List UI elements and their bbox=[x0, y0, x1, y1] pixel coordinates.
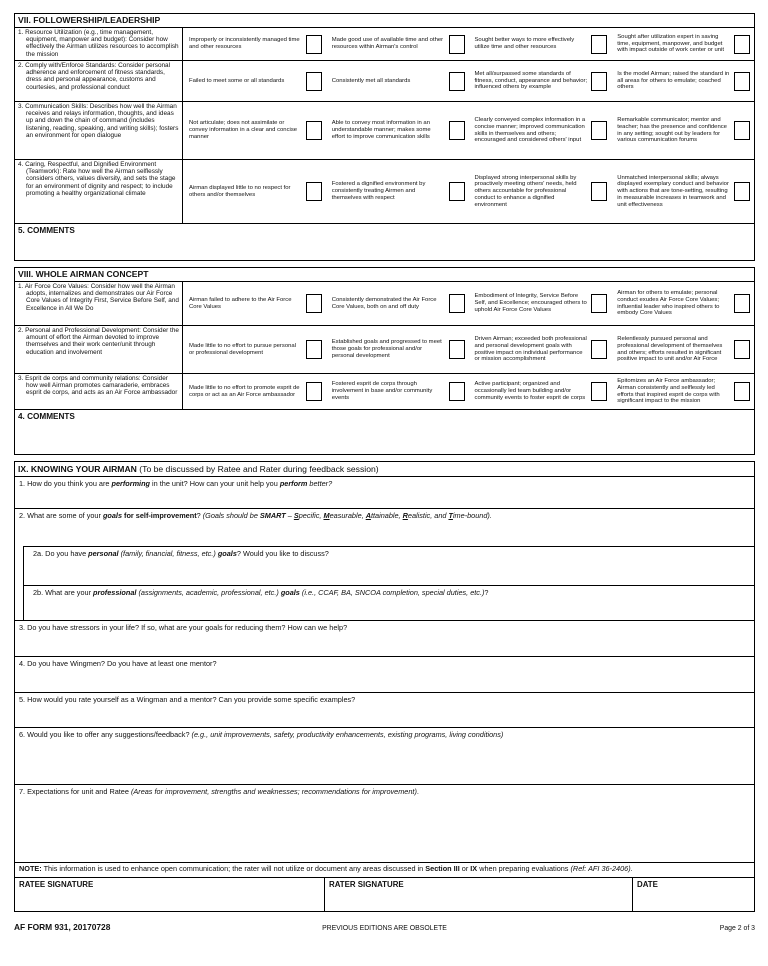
rating-checkbox[interactable] bbox=[591, 382, 607, 401]
factor-label-cell bbox=[15, 160, 183, 223]
ratee-signature-field[interactable] bbox=[15, 889, 324, 911]
factor-label: 4. Caring, Respectful, and Dignified Environment (Teamwork): Rate how well the Airman selflessly considers others, values diversity, and sets the stage for an environment of dignity and respect; to include promoting a healthy organizational climate bbox=[18, 161, 176, 197]
rating-option bbox=[611, 282, 754, 325]
rating-option bbox=[611, 61, 754, 101]
rating-description: Consistently met all standards bbox=[331, 77, 411, 84]
question-row-6 bbox=[15, 727, 754, 784]
rating-checkbox[interactable] bbox=[591, 182, 607, 201]
rating-option bbox=[611, 28, 754, 60]
question-row-4 bbox=[15, 656, 754, 692]
rating-checkbox[interactable] bbox=[449, 382, 465, 401]
rating-description: Fostered a dignified environment by consistently treating Airmen and themselves with respect bbox=[331, 181, 426, 201]
rater-signature-cell bbox=[325, 878, 633, 911]
factor-label-cell bbox=[15, 326, 183, 373]
rating-option bbox=[183, 374, 326, 409]
factor-label: 3. Communication Skills: Describes how well the Airman receives and relays information, thoughts, and ideas up and down the chain of command (includes listening, reading, speaking, and writing skills); fosters an environment for open dialogue bbox=[18, 103, 179, 139]
comments-label: 4. COMMENTS bbox=[18, 412, 75, 421]
question-text: 3. Do you have stressors in your life? If so, what are your goals for reducing them? How can we help? bbox=[19, 623, 348, 632]
rating-option bbox=[326, 61, 469, 101]
answer-area[interactable] bbox=[24, 558, 754, 585]
rating-options bbox=[183, 326, 754, 373]
factor-label-cell bbox=[15, 102, 183, 159]
rating-option bbox=[183, 326, 326, 373]
rating-checkbox[interactable] bbox=[449, 340, 465, 359]
rating-checkbox[interactable] bbox=[306, 382, 322, 401]
rating-checkbox[interactable] bbox=[449, 35, 465, 54]
factor-label: 1. Resource Utilization (e.g., time management, equipment, manpower and budget): Consider how effectively the Airman utilizes resources to accomplish the mission bbox=[18, 29, 179, 58]
rating-description: Improperly or inconsistently managed time and other resources bbox=[189, 37, 300, 50]
rating-description: Made little to no effort to pursue personal or professional development bbox=[189, 342, 296, 356]
s7-row-resource-utilization bbox=[15, 28, 754, 60]
rating-checkbox[interactable] bbox=[306, 182, 322, 201]
factor-label-cell bbox=[15, 61, 183, 101]
rater-signature-field[interactable] bbox=[325, 889, 632, 911]
rating-checkbox[interactable] bbox=[734, 35, 750, 54]
question-text: 2. What are some of your goals for self-improvement? (Goals should be SMART – Specific, Measurable, Attainable, Realistic, and Time-bound). bbox=[19, 511, 492, 520]
rating-description: Unmatched interpersonal skills; always displayed exemplary conduct and behavior with actions that are tone-setting, resulting in measurable increases in teamwork and unit effectiveness bbox=[617, 174, 729, 208]
factor-label-cell bbox=[15, 282, 183, 325]
rating-checkbox[interactable] bbox=[449, 294, 465, 313]
factor-label-cell bbox=[15, 28, 183, 60]
ratee-signature-cell bbox=[15, 878, 325, 911]
rating-options bbox=[183, 374, 754, 409]
section-ix-title: IX. KNOWING YOUR AIRMAN bbox=[18, 464, 140, 474]
question-row-3 bbox=[15, 620, 754, 656]
rating-option bbox=[183, 282, 326, 325]
question-row-1 bbox=[15, 477, 754, 508]
rating-description: Sought better ways to more effectively utilize time and other resources bbox=[474, 37, 575, 50]
rating-option bbox=[183, 28, 326, 60]
rating-description: Made little to no effort to promote esprit de corps or act as an Air Force ambassador bbox=[189, 384, 300, 398]
rating-description: Sought after utilization expert in saving time, equipment, manpower, and budget with impact outside of work center or unit bbox=[617, 33, 724, 54]
rating-checkbox[interactable] bbox=[734, 182, 750, 201]
s7-row-communication-skills bbox=[15, 101, 754, 159]
factor-label: 2. Personal and Professional Development: Consider the amount of effort the Airman devoted to improve themselves and their work center/unit through education and involvement bbox=[18, 327, 179, 356]
section-vii-header: VII. FOLLOWERSHIP/LEADERSHIP bbox=[15, 14, 754, 28]
section-ix-subtitle: (To be discussed by Ratee and Rater during feedback session) bbox=[139, 464, 379, 474]
rating-option bbox=[611, 102, 754, 159]
rating-option bbox=[469, 28, 612, 60]
question-text: 6. Would you like to offer any suggestions/feedback? (e.g., unit improvements, safety, productivity enhancements, existing programs, living conditions) bbox=[19, 730, 504, 739]
rating-checkbox[interactable] bbox=[306, 35, 322, 54]
section-viii-table bbox=[14, 267, 755, 455]
answer-area[interactable] bbox=[24, 597, 754, 620]
rating-description: Is the model Airman; raised the standard in all areas for others to emulate; coached others bbox=[617, 70, 730, 91]
rating-checkbox[interactable] bbox=[306, 340, 322, 359]
rating-description: Able to convey most information in an understandable manner; makes some effort to improve communication skills bbox=[331, 120, 431, 140]
answer-area[interactable] bbox=[15, 668, 754, 692]
rating-checkbox[interactable] bbox=[734, 121, 750, 140]
note-row bbox=[15, 862, 754, 877]
rating-checkbox[interactable] bbox=[449, 121, 465, 140]
rating-option bbox=[469, 102, 612, 159]
signature-row bbox=[15, 877, 754, 911]
answer-area[interactable] bbox=[15, 796, 754, 862]
question-text: 2b. What are your professional (assignments, academic, professional, etc.) goals (i.e., CCAF, BA, SNCOA completion, special duties, etc.)? bbox=[33, 588, 489, 597]
date-field[interactable] bbox=[633, 889, 754, 911]
page-footer bbox=[14, 922, 755, 932]
rating-checkbox[interactable] bbox=[306, 294, 322, 313]
rating-checkbox[interactable] bbox=[591, 294, 607, 313]
rating-checkbox[interactable] bbox=[591, 35, 607, 54]
rating-option bbox=[326, 28, 469, 60]
rating-checkbox[interactable] bbox=[306, 121, 322, 140]
rating-description: Failed to meet some or all standards bbox=[189, 77, 285, 84]
answer-area[interactable] bbox=[15, 488, 754, 508]
rating-description: Clearly conveyed complex information in a concise manner; improved communication skills in themselves and others; encouraged and considered others' input bbox=[474, 117, 586, 144]
obsolete-notice: PREVIOUS EDITIONS ARE OBSOLETE bbox=[322, 924, 447, 932]
question-row-2 bbox=[15, 508, 754, 546]
factor-label-cell bbox=[15, 374, 183, 409]
section-viii-header: VIII. WHOLE AIRMAN CONCEPT bbox=[15, 268, 754, 282]
answer-area[interactable] bbox=[15, 520, 754, 546]
rating-option bbox=[469, 160, 612, 223]
rating-option bbox=[326, 160, 469, 223]
comments-label: 5. COMMENTS bbox=[18, 226, 75, 235]
rating-checkbox[interactable] bbox=[306, 72, 322, 91]
page-number: Page 2 of 3 bbox=[719, 924, 755, 932]
rating-options bbox=[183, 102, 754, 159]
rating-option bbox=[469, 282, 612, 325]
question-text: 7. Expectations for unit and Ratee (Areas for improvement, strengths and weaknesses; recommendations for improvement). bbox=[19, 787, 419, 796]
rating-checkbox[interactable] bbox=[591, 340, 607, 359]
question-row-2a bbox=[23, 546, 754, 585]
rating-option bbox=[326, 374, 469, 409]
rating-options bbox=[183, 160, 754, 223]
factor-label: 2. Comply with/Enforce Standards: Consider personal adherence and enforcement of fitness standards, dress and personal appearance, customs and courtesies, and professional conduct bbox=[18, 62, 171, 91]
rating-description: Epitomizes an Air Force ambassador; Airman consistently and selflessly led efforts that inspired esprit de corps with significant impact to the mission bbox=[617, 378, 720, 405]
s7-comments-section bbox=[15, 223, 754, 260]
comments-input-area[interactable] bbox=[15, 235, 754, 260]
rating-option bbox=[611, 160, 754, 223]
rating-checkbox[interactable] bbox=[591, 72, 607, 91]
question-row-7 bbox=[15, 784, 754, 862]
rater-signature-label: RATER SIGNATURE bbox=[329, 879, 404, 889]
note-text: NOTE: This information is used to enhance open communication; the rater will not utilize or document any areas discussed in Section III or IX when preparing evaluations (Ref: AFI 36-2406). bbox=[19, 864, 633, 873]
date-label: DATE bbox=[637, 879, 658, 889]
rating-option bbox=[469, 374, 612, 409]
rating-description: Made good use of available time and other resources within Airman's control bbox=[331, 37, 444, 50]
date-cell bbox=[633, 878, 754, 911]
rating-description: Remarkable communicator; mentor and teacher; has the presence and confidence in any setting; sought out by leaders for various communication forums bbox=[617, 117, 727, 144]
question-row-5 bbox=[15, 692, 754, 727]
rating-options bbox=[183, 282, 754, 325]
rating-option bbox=[326, 282, 469, 325]
answer-area[interactable] bbox=[15, 704, 754, 727]
comments-input-area[interactable] bbox=[15, 421, 754, 454]
rating-description: Active participant; organized and occasionally led team building and/or community events to foster esprit de corps bbox=[474, 381, 586, 401]
rating-option bbox=[611, 326, 754, 373]
rating-options bbox=[183, 28, 754, 60]
answer-area[interactable] bbox=[15, 739, 754, 784]
ratee-signature-label: RATEE SIGNATURE bbox=[19, 879, 94, 889]
rating-checkbox[interactable] bbox=[591, 121, 607, 140]
rating-option bbox=[326, 102, 469, 159]
factor-label: 1. Air Force Core Values: Consider how well the Airman adopts, internalizes and demonstrates our Air Force Core Values of Integrity First, Service Before Self, and Excellence in All We Do bbox=[18, 283, 179, 312]
rating-checkbox[interactable] bbox=[734, 382, 750, 401]
question-text: 5. How would you rate yourself as a Wingman and a mentor? Can you provide some specific examples? bbox=[19, 695, 356, 704]
section-ix-table bbox=[14, 461, 755, 912]
rating-checkbox[interactable] bbox=[449, 182, 465, 201]
rating-checkbox[interactable] bbox=[734, 340, 750, 359]
s8-row-core-values bbox=[15, 282, 754, 325]
rating-description: Established goals and progressed to meet those goals for professional and/or personal development bbox=[331, 339, 442, 359]
rating-description: Not articulate; does not assimilate or convey information in a clear and concise manner bbox=[189, 120, 298, 140]
answer-area[interactable] bbox=[15, 632, 754, 656]
rating-option bbox=[469, 61, 612, 101]
rating-description: Fostered esprit de corps through involvement in base and/or community events bbox=[331, 381, 433, 401]
rating-checkbox[interactable] bbox=[734, 72, 750, 91]
rating-description: Airman displayed little to no respect for others and/or themselves bbox=[189, 184, 291, 198]
rating-description: Embodiment of Integrity, Service Before Self, and Excellence; encouraged others to uphold Air Force Core Values bbox=[474, 293, 587, 313]
rating-option bbox=[326, 326, 469, 373]
rating-option bbox=[183, 160, 326, 223]
rating-description: Met all/surpassed some standards of fitness, conduct, appearance and behavior; influenced others by example bbox=[474, 70, 588, 91]
rating-option bbox=[469, 326, 612, 373]
rating-description: Consistently demonstrated the Air Force Core Values, both on and off duty bbox=[331, 296, 437, 310]
s8-comments-section bbox=[15, 409, 754, 454]
section-ix-header bbox=[15, 462, 754, 477]
rating-option bbox=[611, 374, 754, 409]
question-text: 4. Do you have Wingmen? Do you have at least one mentor? bbox=[19, 659, 217, 668]
rating-description: Airman failed to adhere to the Air Force Core Values bbox=[189, 296, 292, 310]
rating-option bbox=[183, 61, 326, 101]
rating-checkbox[interactable] bbox=[734, 294, 750, 313]
question-row-2b bbox=[23, 585, 754, 620]
rating-description: Driven Airman; exceeded both professional and personal development goals with positive impact on individual performance or mission accomplishment bbox=[474, 336, 587, 363]
rating-description: Relentlessly pursued personal and professional development of themselves and others; efforts resulted in significant positive impact to unit and/or Air Force bbox=[617, 336, 723, 363]
rating-options bbox=[183, 61, 754, 101]
s8-row-development bbox=[15, 325, 754, 373]
question-text: 1. How do you think you are performing in the unit? How can your unit help you perform better? bbox=[19, 479, 333, 488]
rating-checkbox[interactable] bbox=[449, 72, 465, 91]
s7-row-standards bbox=[15, 60, 754, 101]
section-vii-table bbox=[14, 13, 755, 261]
rating-option bbox=[183, 102, 326, 159]
rating-description: Displayed strong interpersonal skills by proactively meeting others' needs, held others accountable for professional conduct to enhance a dignified environment bbox=[474, 174, 577, 208]
form-content bbox=[14, 13, 755, 932]
rating-description: Airman for others to emulate; personal conduct exudes Air Force Core Values; influential leader who inspired others to embody Core Values bbox=[617, 290, 720, 317]
s7-row-dignified-environment bbox=[15, 159, 754, 223]
question-text: 2a. Do you have personal (family, financial, fitness, etc.) goals? Would you like to discuss? bbox=[33, 549, 329, 558]
form-number: AF FORM 931, 20170728 bbox=[14, 921, 111, 932]
factor-label: 3. Esprit de corps and community relations: Consider how well Airman promotes camaraderie, embraces esprit de corps, and acts as an Air Force ambassador bbox=[18, 375, 178, 397]
s8-row-esprit-de-corps bbox=[15, 373, 754, 409]
